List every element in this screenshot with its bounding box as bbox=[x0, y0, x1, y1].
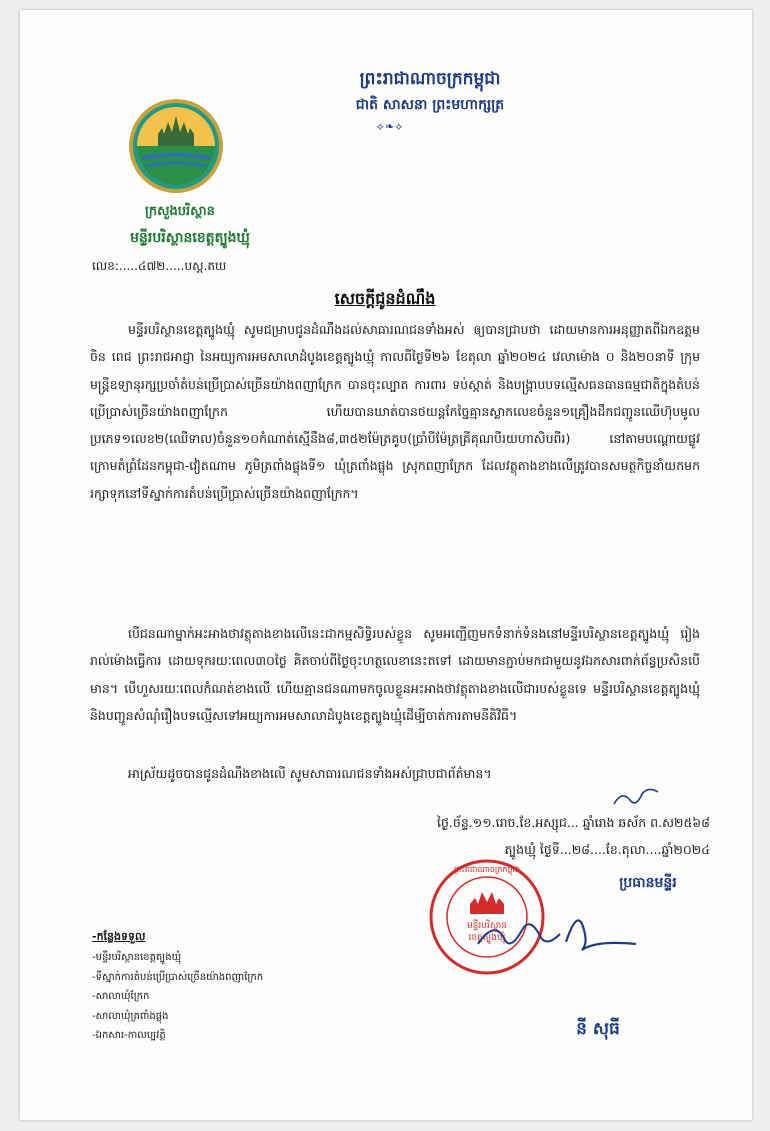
handwritten-mark bbox=[612, 782, 660, 812]
kingdom-heading: ព្រះរាជាណាចក្រកម្ពុជា bbox=[359, 69, 501, 89]
ornament-divider: ⟡❧⟡ bbox=[376, 120, 404, 133]
lunar-date: ថ្ងៃ.ច័ន្ទ.១១.រោច.ខែ.អស្សុជ... ឆ្នាំរោង ឆស័ក ព.ស២៥៦៨ bbox=[437, 815, 710, 830]
cc-item: -សាលាឃុំត្រពាំងផ្លុង bbox=[92, 1010, 169, 1022]
body-paragraph-1: មន្ទីរបរិស្ថានខេត្តត្បូងឃ្មុំ សូមជម្រាបជូនដំណឹងដល់សាធារណជនទាំងអស់ ឲ្យបានជ្រាបថា ដោយមានការអនុញ្ញាតពីឯកឧត្តម ចិន ពេជ ព្រះរាជអាជ្ញា នៃអយ្យការអមសាលាដំបូងខេត្តត្បូងឃ្មុំ កាលពីថ្ងៃទី២៦ ខែតុលា ឆ្នាំ២០២៤ វេលាម៉ោង ០ និង២០នាទី ក្រុមមន្ត្រីឧទ្យានុរក្សប្រចាំតំបន់ប្រើប្រាស់ច្រើនយ៉ាងពញាក្រែក បានចុះល្បាត ការពារ ទប់ស្កាត់ និងបង្ក្រាបបទល្មើសធនធានធម្មជាតិក្នុងតំបន់ប្រើប្រាស់ច្រើនយ៉ាងពញាក្រែក ហើយបានឃាត់បានថយន្តកែច្នៃគ្មានស្លាកលេខចំនួន១គ្រឿងដឹកជញ្ជូនឈើហ៊ុបមូលប្រភេទ១លេខ២(ឈើទាល)ចំនួន១០កំណាត់ស្មើនឹង៨,៣៥២ម៉ែត្រគូប(ប្រាំបីម៉ែត្រគ្រីគុណបីរយហាសិបពីរ) នៅតាមបណ្តោយផ្លូវក្រោមតំព្រំដែនកម្ពុជា-វៀតណាម ភូមិត្រពាំងផ្លុងទី១ ឃុំត្រពាំងផ្លុង ស្រុកពញាក្រែក ដែលវត្ថុតាងខាងលើត្រូវបានសមត្ថកិច្ចនាំយកមករក្សាទុកនៅទីស្នាក់ការតំបន់ប្រើប្រាស់ច្រើនយ៉ាងពញាក្រែក។ bbox=[90, 322, 700, 501]
solar-date: ត្បូងឃ្មុំ ថ្ងៃទី...២៨....ខែ.តុលា....ឆ្នាំ២០២៤ bbox=[504, 842, 710, 857]
ministry-name: ក្រសួងបរិស្ថាន bbox=[145, 204, 215, 219]
cc-item: -ឯកសារ-កាលប្បវត្តិ bbox=[92, 1030, 166, 1041]
cc-list bbox=[92, 948, 263, 1046]
cc-item: -សាលាឃុំក្រែក bbox=[92, 991, 150, 1002]
stamp-line-2: ខេត្តត្បូងឃ្មុំ bbox=[468, 933, 506, 943]
signer-title: ប្រធានមន្ទីរ bbox=[619, 875, 677, 891]
cc-heading: -កន្លែងទទួល bbox=[92, 930, 146, 943]
reference-number: លេខ:.....៤៧២.....បស្ត.តឃ bbox=[92, 259, 227, 273]
handwritten-signature bbox=[470, 900, 640, 970]
signer-name: នី សុធី bbox=[576, 1019, 620, 1039]
stamp-outer-text: ព្រះរាជាណាចក្រកម្ពុជា bbox=[453, 865, 521, 874]
ministry-logo bbox=[128, 98, 224, 194]
cc-item: -មន្ទីរបរិស្ថានខេត្តត្បូងឃ្មុំ bbox=[92, 952, 182, 963]
body-paragraph-2: បើជនណាម្នាក់អះអាងថាវត្ថុតាងខាងលើនេះជាកម្មសិទ្ធិរបស់ខ្លួន សូមអញ្ជើញមកទំនាក់ទំនងនៅមន្ទីរបរិស្ថានខេត្តត្បូងឃ្មុំ រៀងរាល់ម៉ោងធ្វើការ ដោយទុករយៈពេល៣០ថ្ងៃ គិតចាប់ពីថ្ងៃចុះហត្ថលេខានេះតទៅ ដោយមានភ្ជាប់មកជាមួយនូវឯកសារពាក់ព័ន្ធប្រសិនបើមាន។ បើហួសរយៈពេលកំណត់ខាងលើ ហើយគ្មានជនណាមកចូលខ្លួនអះអាងថាវត្ថុតាងខាងលើជារបស់ខ្លួនទេ មន្ទីរបរិស្ថានខេត្តត្បូងឃ្មុំ និងបញ្ជូនសំណុំរឿងបទល្មើសទៅអយ្យការអមសាលាដំបូងខេត្តត្បូងឃ្មុំដើម្បីចាត់ការតាមនីតិវិធី។ bbox=[90, 626, 700, 723]
department-name: មន្ទីរបរិស្ថានខេត្តត្បូងឃ្មុំ bbox=[130, 230, 250, 246]
stamp-line-1: មន្ទីរបរិស្ថាន bbox=[467, 921, 507, 931]
national-motto: ជាតិ សាសនា ព្រះមហាក្សត្រ bbox=[355, 97, 505, 113]
document-title: សេចក្តីជូនដំណឹង bbox=[334, 289, 436, 308]
cc-item: -ទីស្នាក់ការតំបន់ប្រើប្រាស់ច្រើនយ៉ាងពញាក្រែក bbox=[92, 971, 264, 983]
body-paragraph-3: អាស្រ័យដូចបានជូនដំណឹងខាងលើ សូមសាធារណជនទាំងអស់ជ្រាបជាព័ត៌មាន។ bbox=[128, 766, 492, 781]
